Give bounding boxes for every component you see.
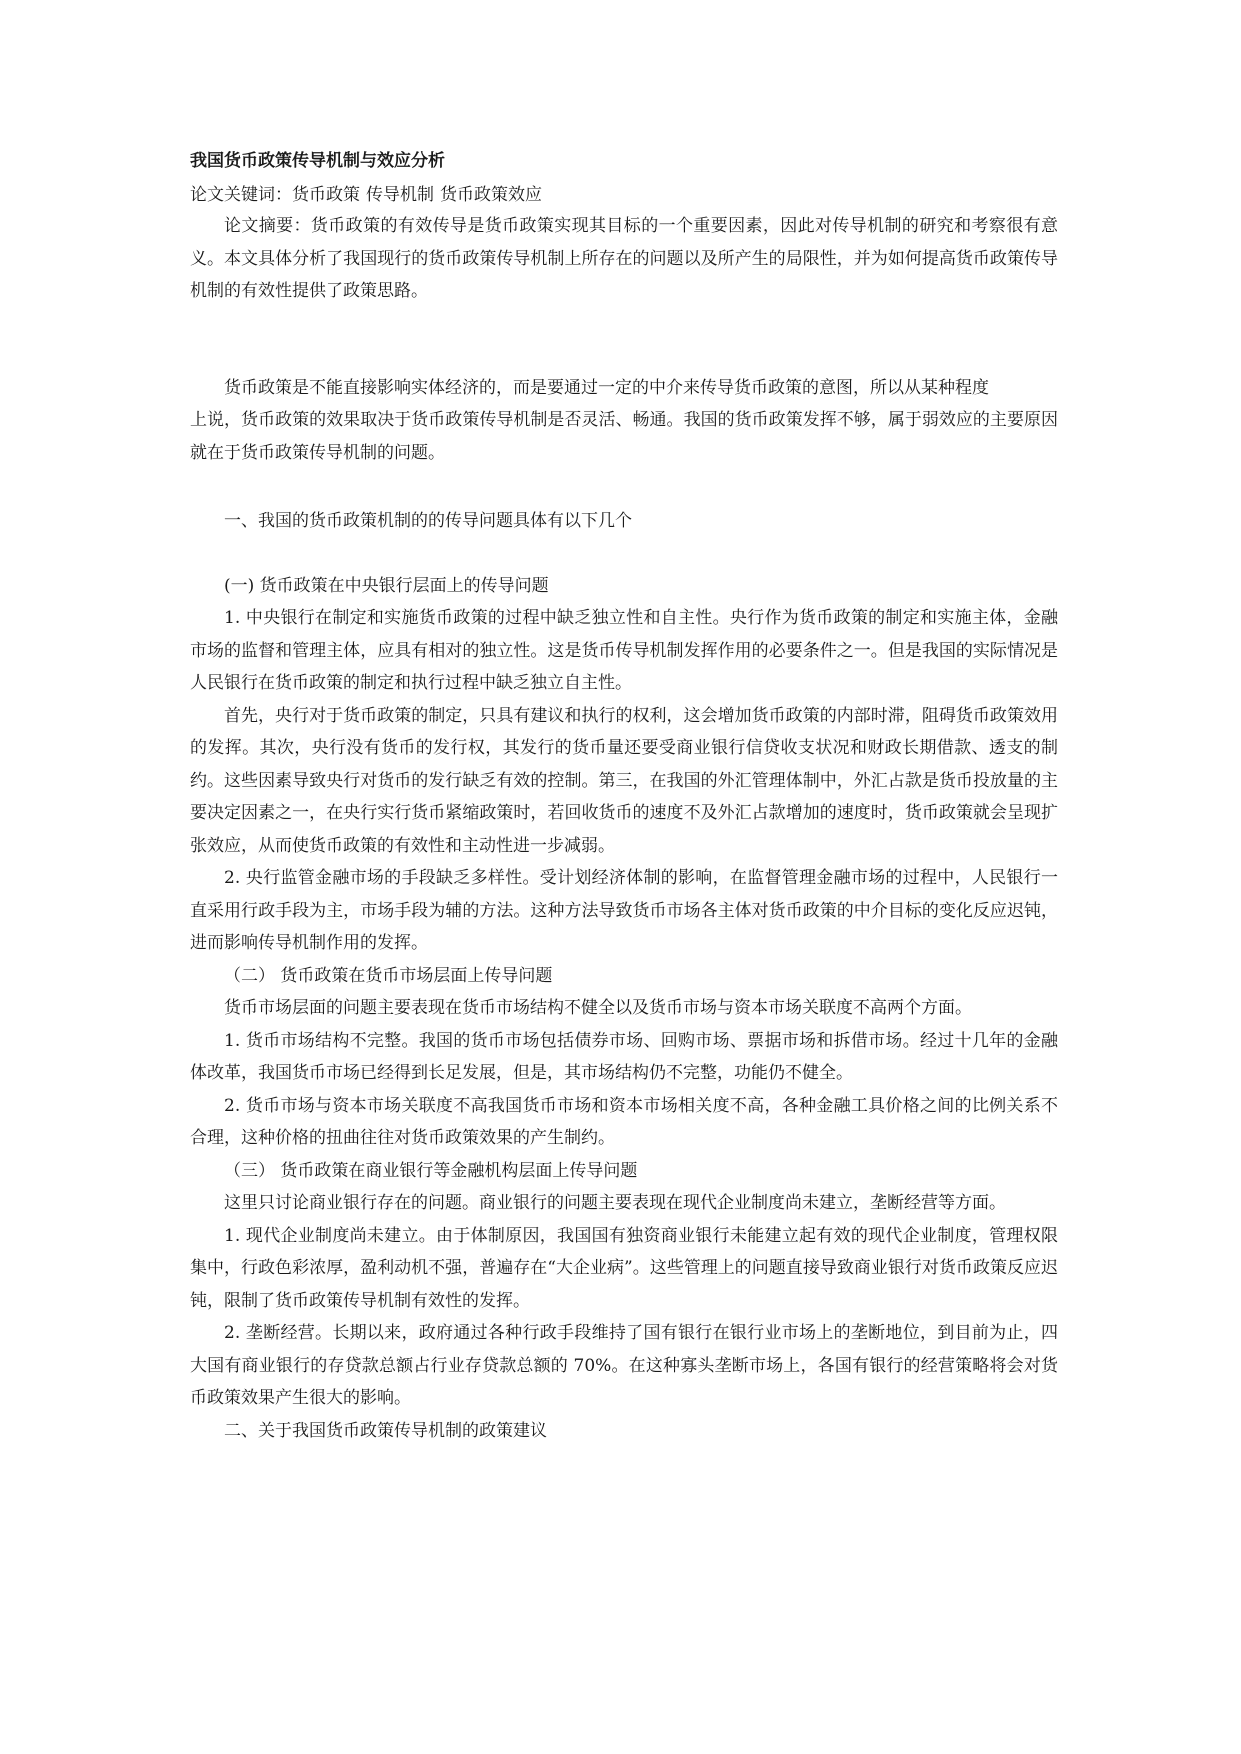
keyword-item: 货币政策效应 (440, 185, 542, 205)
section-heading-1: 一、我国的货币政策机制的的传导问题具体有以下几个 (224, 511, 632, 531)
keywords-label: 论文关键词： (190, 185, 292, 205)
paragraph: 货币市场层面的问题主要表现在货币市场结构不健全以及货币市场与资本市场关联度不高两个方面。 (224, 998, 972, 1018)
paragraph: 1. 现代企业制度尚未建立。由于体制原因，我国国有独资商业银行未能建立起有效的现代企业制度，管理权限集中，行政色彩浓厚，盈利动机不强，普遍存在“大企业病”。这些管理上的问题直接导致商业银行对货币政策反应迟钝，限制了货币政策传导机制有效性的发挥。 (190, 1225, 1058, 1311)
intro-paragraph-line1: 货币政策是不能直接影响实体经济的，而是要通过一定的中介来传导货币政策的意图，所以从某种程度 (224, 377, 989, 398)
subsection-heading-3: （三） 货币政策在商业银行等金融机构层面上传导问题 (224, 1160, 638, 1181)
paragraph: 2. 货币市场与资本市场关联度不高我国货币市场和资本市场相关度不高，各种金融工具价格之间的比例关系不合理，这种价格的扭曲往往对货币政策效果的产生制约。 (190, 1095, 1058, 1148)
paragraph: 这里只讨论商业银行存在的问题。商业银行的问题主要表现在现代企业制度尚未建立，垄断经营等方面。 (224, 1193, 1006, 1213)
paragraph: 1. 货币市场结构不完整。我国的货币市场包括债券市场、回购市场、票据市场和拆借市场。经过十几年的金融体改革，我国货币市场已经得到长足发展，但是，其市场结构仍不完整，功能仍不健全。 (190, 1030, 1058, 1083)
abstract-paragraph: 论文摘要：货币政策的有效传导是货币政策实现其目标的一个重要因素，因此对传导机制的研究和考察很有意义。本文具体分析了我国现行的货币政策传导机制上所存在的问题以及所产生的局限性，并为如何提高货币政策传导机制的有效性提供了政策思路。 (190, 216, 1058, 301)
subsection-heading-1: (一) 货币政策在中央银行层面上的传导问题 (224, 575, 549, 596)
keyword-item: 货币政策 (292, 185, 360, 205)
document-page (190, 148, 1058, 1447)
paragraph: 首先，央行对于货币政策的制定，只具有建议和执行的权利，这会增加货币政策的内部时滞，阻碍货币政策效用的发挥。其次，央行没有货币的发行权，其发行的货币量还要受商业银行信贷收支状况和财政长期借款、透支的制约。这些因素导致央行对货币的发行缺乏有效的控制。第三，在我国的外汇管理体制中，外汇占款是货币投放量的主要决定因素之一，在央行实行货币紧缩政策时，若回收货币的速度不及外汇占款增加的速度时，货币政策就会呈现扩张效应，从而使货币政策的有效性和主动性进一步减弱。 (190, 705, 1058, 856)
document-title: 我国货币政策传导机制与效应分析 (190, 151, 445, 171)
keywords-line (190, 180, 1058, 210)
paragraph: 2. 央行监管金融市场的手段缺乏多样性。受计划经济体制的影响，在监督管理金融市场的过程中，人民银行一直采用行政手段为主，市场手段为辅的方法。这种方法导致货币市场各主体对货币政策的中介目标的变化反应迟钝，进而影响传导机制作用的发挥。 (190, 868, 1058, 953)
subsection-heading-2: （二） 货币政策在货币市场层面上传导问题 (224, 965, 553, 986)
paragraph: 2. 垄断经营。长期以来，政府通过各种行政手段维持了国有银行在银行业市场上的垄断地位，到目前为止，四大国有商业银行的存贷款总额占行业存贷款总额的 70%。在这种寡头垄断市场上，各国有银行的经营策略将会对货币政策效果产生很大的影响。 (190, 1323, 1058, 1408)
paragraph: 1. 中央银行在制定和实施货币政策的过程中缺乏独立性和自主性。央行作为货币政策的制定和实施主体，金融市场的监督和管理主体，应具有相对的独立性。这是货币传导机制发挥作用的必要条件之一。但是我国的实际情况是人民银行在货币政策的制定和执行过程中缺乏独立自主性。 (190, 608, 1058, 693)
section-heading-2: 二、关于我国货币政策传导机制的政策建议 (224, 1420, 547, 1441)
intro-paragraph-line2: 上说，货币政策的效果取决于货币政策传导机制是否灵活、畅通。我国的货币政策发挥不够，属于弱效应的主要原因就在于货币政策传导机制的问题。 (190, 410, 1058, 463)
keyword-item: 传导机制 (366, 185, 434, 205)
